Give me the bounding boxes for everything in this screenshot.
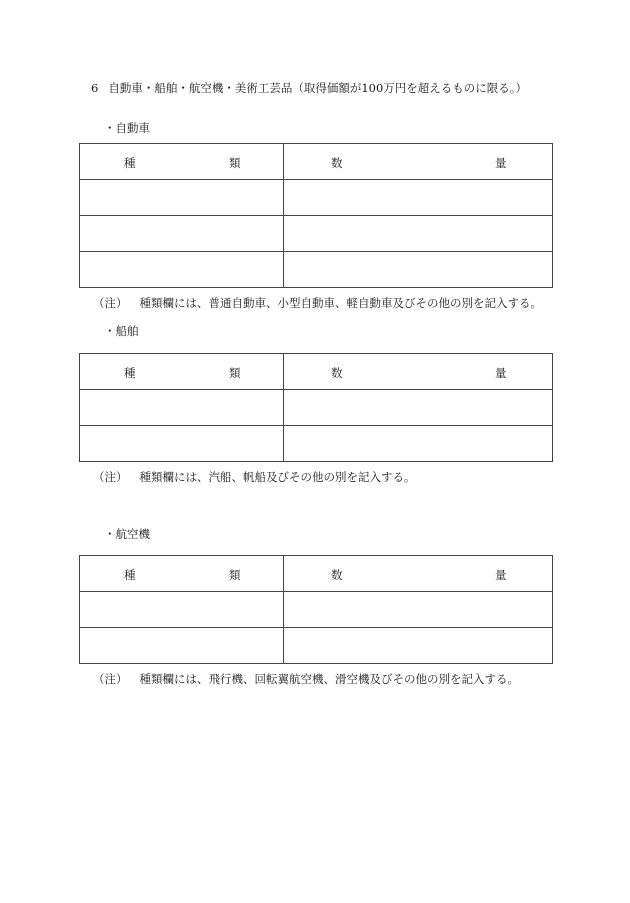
type-header-char-1: 種 xyxy=(124,156,136,170)
subsection-title-aircraft: ・航空機 xyxy=(104,527,150,541)
quantity-header-char-2: 量 xyxy=(495,568,507,582)
table-row xyxy=(80,628,553,664)
note-text: 種類欄には、普通自動車、小型自動車、軽自動車及びその他の別を記入する。 xyxy=(139,296,542,310)
type-header-char-1: 種 xyxy=(124,366,136,380)
type-header-char-2: 類 xyxy=(229,156,241,170)
table-row xyxy=(80,216,553,252)
quantity-cell[interactable] xyxy=(284,390,553,426)
quantity-header-char-2: 量 xyxy=(495,366,507,380)
section-title: 自動車・船舶・航空機・美術工芸品（取得価額が100万円を超えるものに限る。） xyxy=(108,81,528,95)
quantity-header-char-1: 数 xyxy=(331,156,343,170)
aircraft-table xyxy=(79,555,553,664)
quantity-header xyxy=(284,354,553,390)
type-header-char-2: 類 xyxy=(229,568,241,582)
quantity-header-char-2: 量 xyxy=(495,156,507,170)
quantity-header xyxy=(284,556,553,592)
table-header-row xyxy=(80,144,553,180)
type-header xyxy=(80,556,284,592)
aircraft-note xyxy=(93,671,519,687)
subsection-title-ship: ・船舶 xyxy=(104,324,139,338)
table-row xyxy=(80,592,553,628)
type-cell[interactable] xyxy=(80,592,284,628)
table-row xyxy=(80,426,553,462)
section-heading xyxy=(91,80,527,96)
ship-note xyxy=(93,469,416,485)
type-cell[interactable] xyxy=(80,628,284,664)
table-header-row xyxy=(80,354,553,390)
quantity-cell[interactable] xyxy=(284,216,553,252)
ship-table xyxy=(79,353,553,462)
table-row xyxy=(80,252,553,288)
type-cell[interactable] xyxy=(80,426,284,462)
note-text: 種類欄には、飛行機、回転翼航空機、滑空機及びその他の別を記入する。 xyxy=(139,672,519,686)
automobile-table xyxy=(79,143,553,288)
type-cell[interactable] xyxy=(80,252,284,288)
type-cell[interactable] xyxy=(80,390,284,426)
note-label: （注） xyxy=(93,470,128,484)
type-header-char-2: 類 xyxy=(229,366,241,380)
quantity-cell[interactable] xyxy=(284,628,553,664)
note-label: （注） xyxy=(93,672,128,686)
section-number: 6 xyxy=(91,81,99,95)
type-header xyxy=(80,354,284,390)
automobile-note xyxy=(93,295,542,311)
note-label: （注） xyxy=(93,296,128,310)
type-header-char-1: 種 xyxy=(124,568,136,582)
quantity-header-char-1: 数 xyxy=(331,366,343,380)
quantity-header-char-1: 数 xyxy=(331,568,343,582)
quantity-cell[interactable] xyxy=(284,180,553,216)
note-text: 種類欄には、汽船、帆船及びその他の別を記入する。 xyxy=(139,470,416,484)
table-row xyxy=(80,180,553,216)
table-header-row xyxy=(80,556,553,592)
quantity-header xyxy=(284,144,553,180)
quantity-cell[interactable] xyxy=(284,592,553,628)
type-header xyxy=(80,144,284,180)
quantity-cell[interactable] xyxy=(284,252,553,288)
quantity-cell[interactable] xyxy=(284,426,553,462)
subsection-title-automobile: ・自動車 xyxy=(104,121,150,135)
table-row xyxy=(80,390,553,426)
type-cell[interactable] xyxy=(80,180,284,216)
type-cell[interactable] xyxy=(80,216,284,252)
